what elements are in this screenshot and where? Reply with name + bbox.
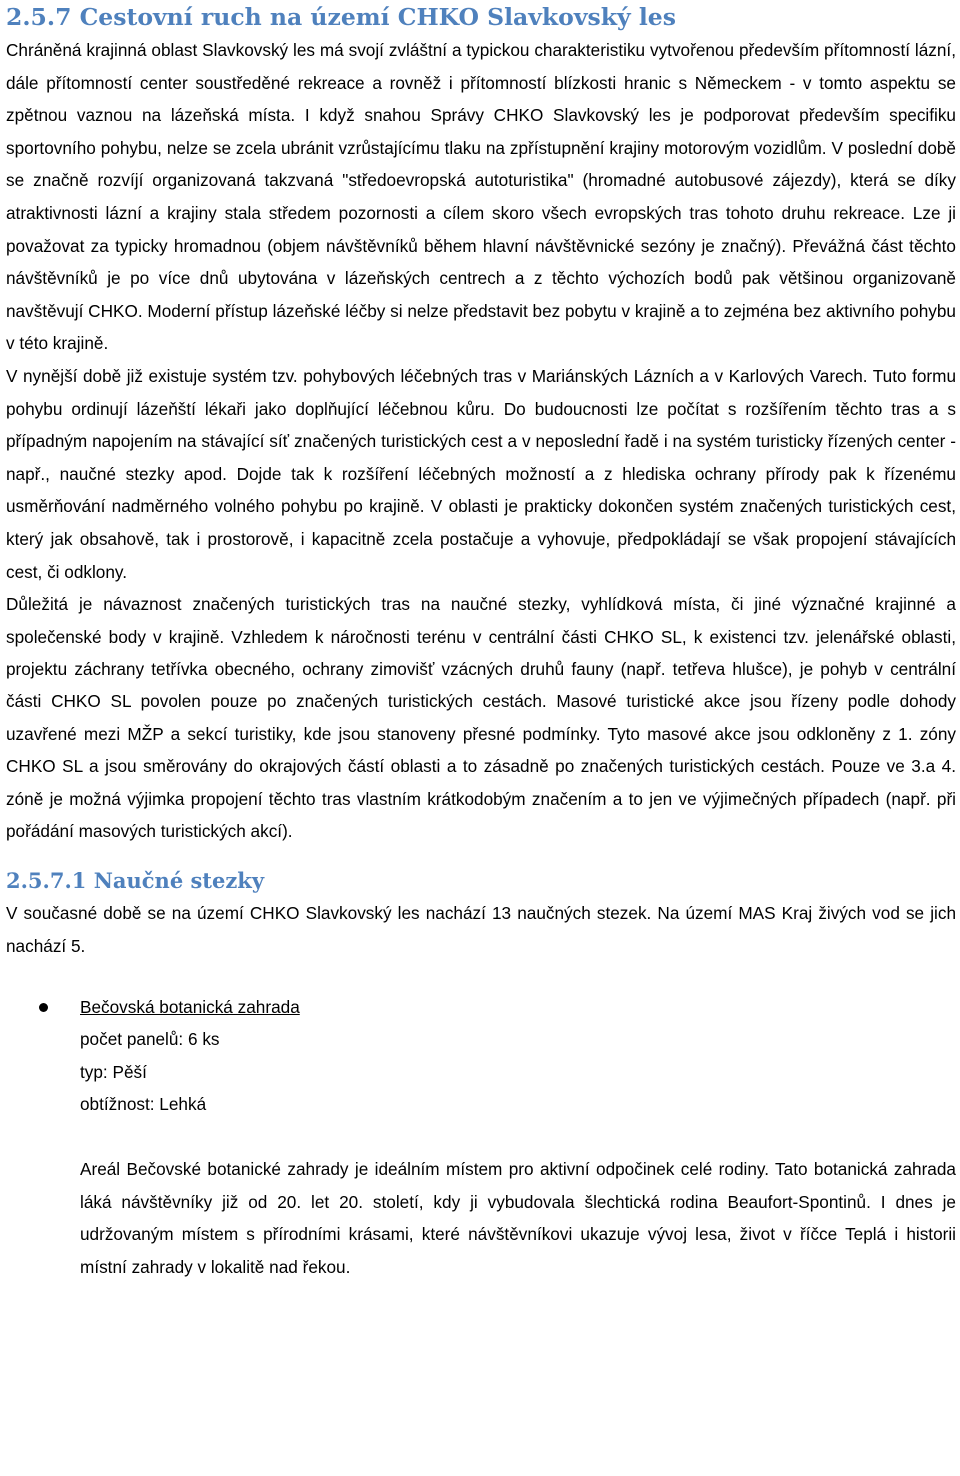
- paragraph-nature-trails-intro: V současné době se na území CHKO Slavkovský les nachází 13 naučných stezek. Na území MAS Kraj živých vod se jich nachází 5.: [6, 903, 956, 956]
- paragraph-trail-network: Důležitá je návaznost značených turistických tras na naučné stezky, vyhlídková místa, či jiné význačné krajinné a společenské body v krajině. Vzhledem k náročnosti terénu v centrální části CHKO SL, k existenci tzv. jelenářské oblasti, projektu záchrany tetřívka obecného, ochrany zimovišť vzácných druhů fauny (např. tetřeva hlušce), je pohyb v centrální části CHKO SL povolen pouze po značených turistických cestách. Masové turistické akce jsou řízeny podle dohody uzavřené mezi MŽP a sekcí turistiky, kde jsou stanoveny přesné podmínky. Tyto masové akce jsou odkloněny z 1. zóny CHKO SL a jsou směrovány do okrajových částí oblasti a to zásadně po značených turistických cestách. Pouze ve 3.a 4. zóně je možná výjimka propojení těchto tras vlastním krátkodobým značením a to jen ve výjimečných případech (např. při pořádání masových turistických akcí).: [6, 594, 956, 841]
- paragraph-spa-tourism: Chráněná krajinná oblast Slavkovský les má svojí zvláštní a typickou charakteristiku vytvořenou především přítomností lázní, dále přítomností center soustředěné rekreace a rovněž i přítomností blízkosti hranic s Německem - v tomto aspektu se zpětnou vaznou na lázeňská místa. I když snahou Správy CHKO Slavkovský les je podporovat především specifiku sportovního pohybu, nelze se zcela ubránit vzrůstajícímu tlaku na zpřístupnění krajiny motorovým vozidlům. V poslední době se značně rozvíjí organizovaná takzvaná "středoevropská autoturistika" (hromadné autobusové zájezdy), která se díky atraktivnosti lázní a krajiny stala středem pozornosti a cílem skoro všech evropských tras tohoto druhu rekreace. Lze ji považovat za typicky hromadnou (objem návštěvníků během hlavní návštěvnické sezóny je značný). Převážná část těchto návštěvníků je po více dnů ubytována v lázeňských centrech a z těchto výchozích bodů pak většinou organizovaně navštěvují CHKO. Moderní přístup lázeňské léčby si nelze představit bez pobytu v krajině a to zejména bez aktivního pohybu v této krajině.: [6, 40, 956, 354]
- paragraph-healing-trails: V nynější době již existuje systém tzv. pohybových léčebných tras v Mariánských Lázních a v Karlových Varech. Tuto formu pohybu ordinují lázeňští lékaři jako doplňující léčebnou kůru. Do budoucnosti lze počítat s rozšířením těchto tras a s případným napojením na stávající síť značených turistických cest a v neposlední řadě i na systém turisticky řízených center - např., naučné stezky apod. Dojde tak k rozšíření léčebných možností a z hlediska ochrany přírody pak k řízenému usměrňování nadměrného volného pohybu po krajině. V oblasti je prakticky dokončen systém značených turistických cest, který jak obsahově, tak i prostorově, i kapacitně zcela postačuje a vyhovuje, předpokládají se však propojení stávajících cest, či odklony.: [6, 365, 956, 582]
- bullet-icon: [39, 1003, 48, 1012]
- trail-name: Bečovská botanická zahrada: [80, 996, 300, 1017]
- subsection-heading: 2.5.7.1 Naučné stezky: [6, 868, 265, 894]
- document-body: [6, 0, 956, 1283]
- trail-difficulty: obtížnost: Lehká: [80, 1094, 207, 1115]
- section-heading: 2.5.7 Cestovní ruch na území CHKO Slavkovský les: [6, 3, 676, 31]
- list-item: [6, 991, 956, 1284]
- trail-panel-count: počet panelů: 6 ks: [80, 1029, 220, 1050]
- nature-trail-list: [6, 991, 956, 1284]
- trail-type: typ: Pěší: [80, 1061, 147, 1082]
- trail-description: Areál Bečovské botanické zahrady je ideálním místem pro aktivní odpočinek celé rodiny. Tato botanická zahrada láká návštěvníky již od 20. let 20. století, kdy ji vybudovala šlechtická rodina Beaufort-Spontinů. I dnes je udržovaným místem s přírodními krásami, které návštěvníkovi ukazuje vývoj lesa, život v říčce Teplá i historii místní zahrady v lokalitě nad řekou.: [80, 1158, 956, 1277]
